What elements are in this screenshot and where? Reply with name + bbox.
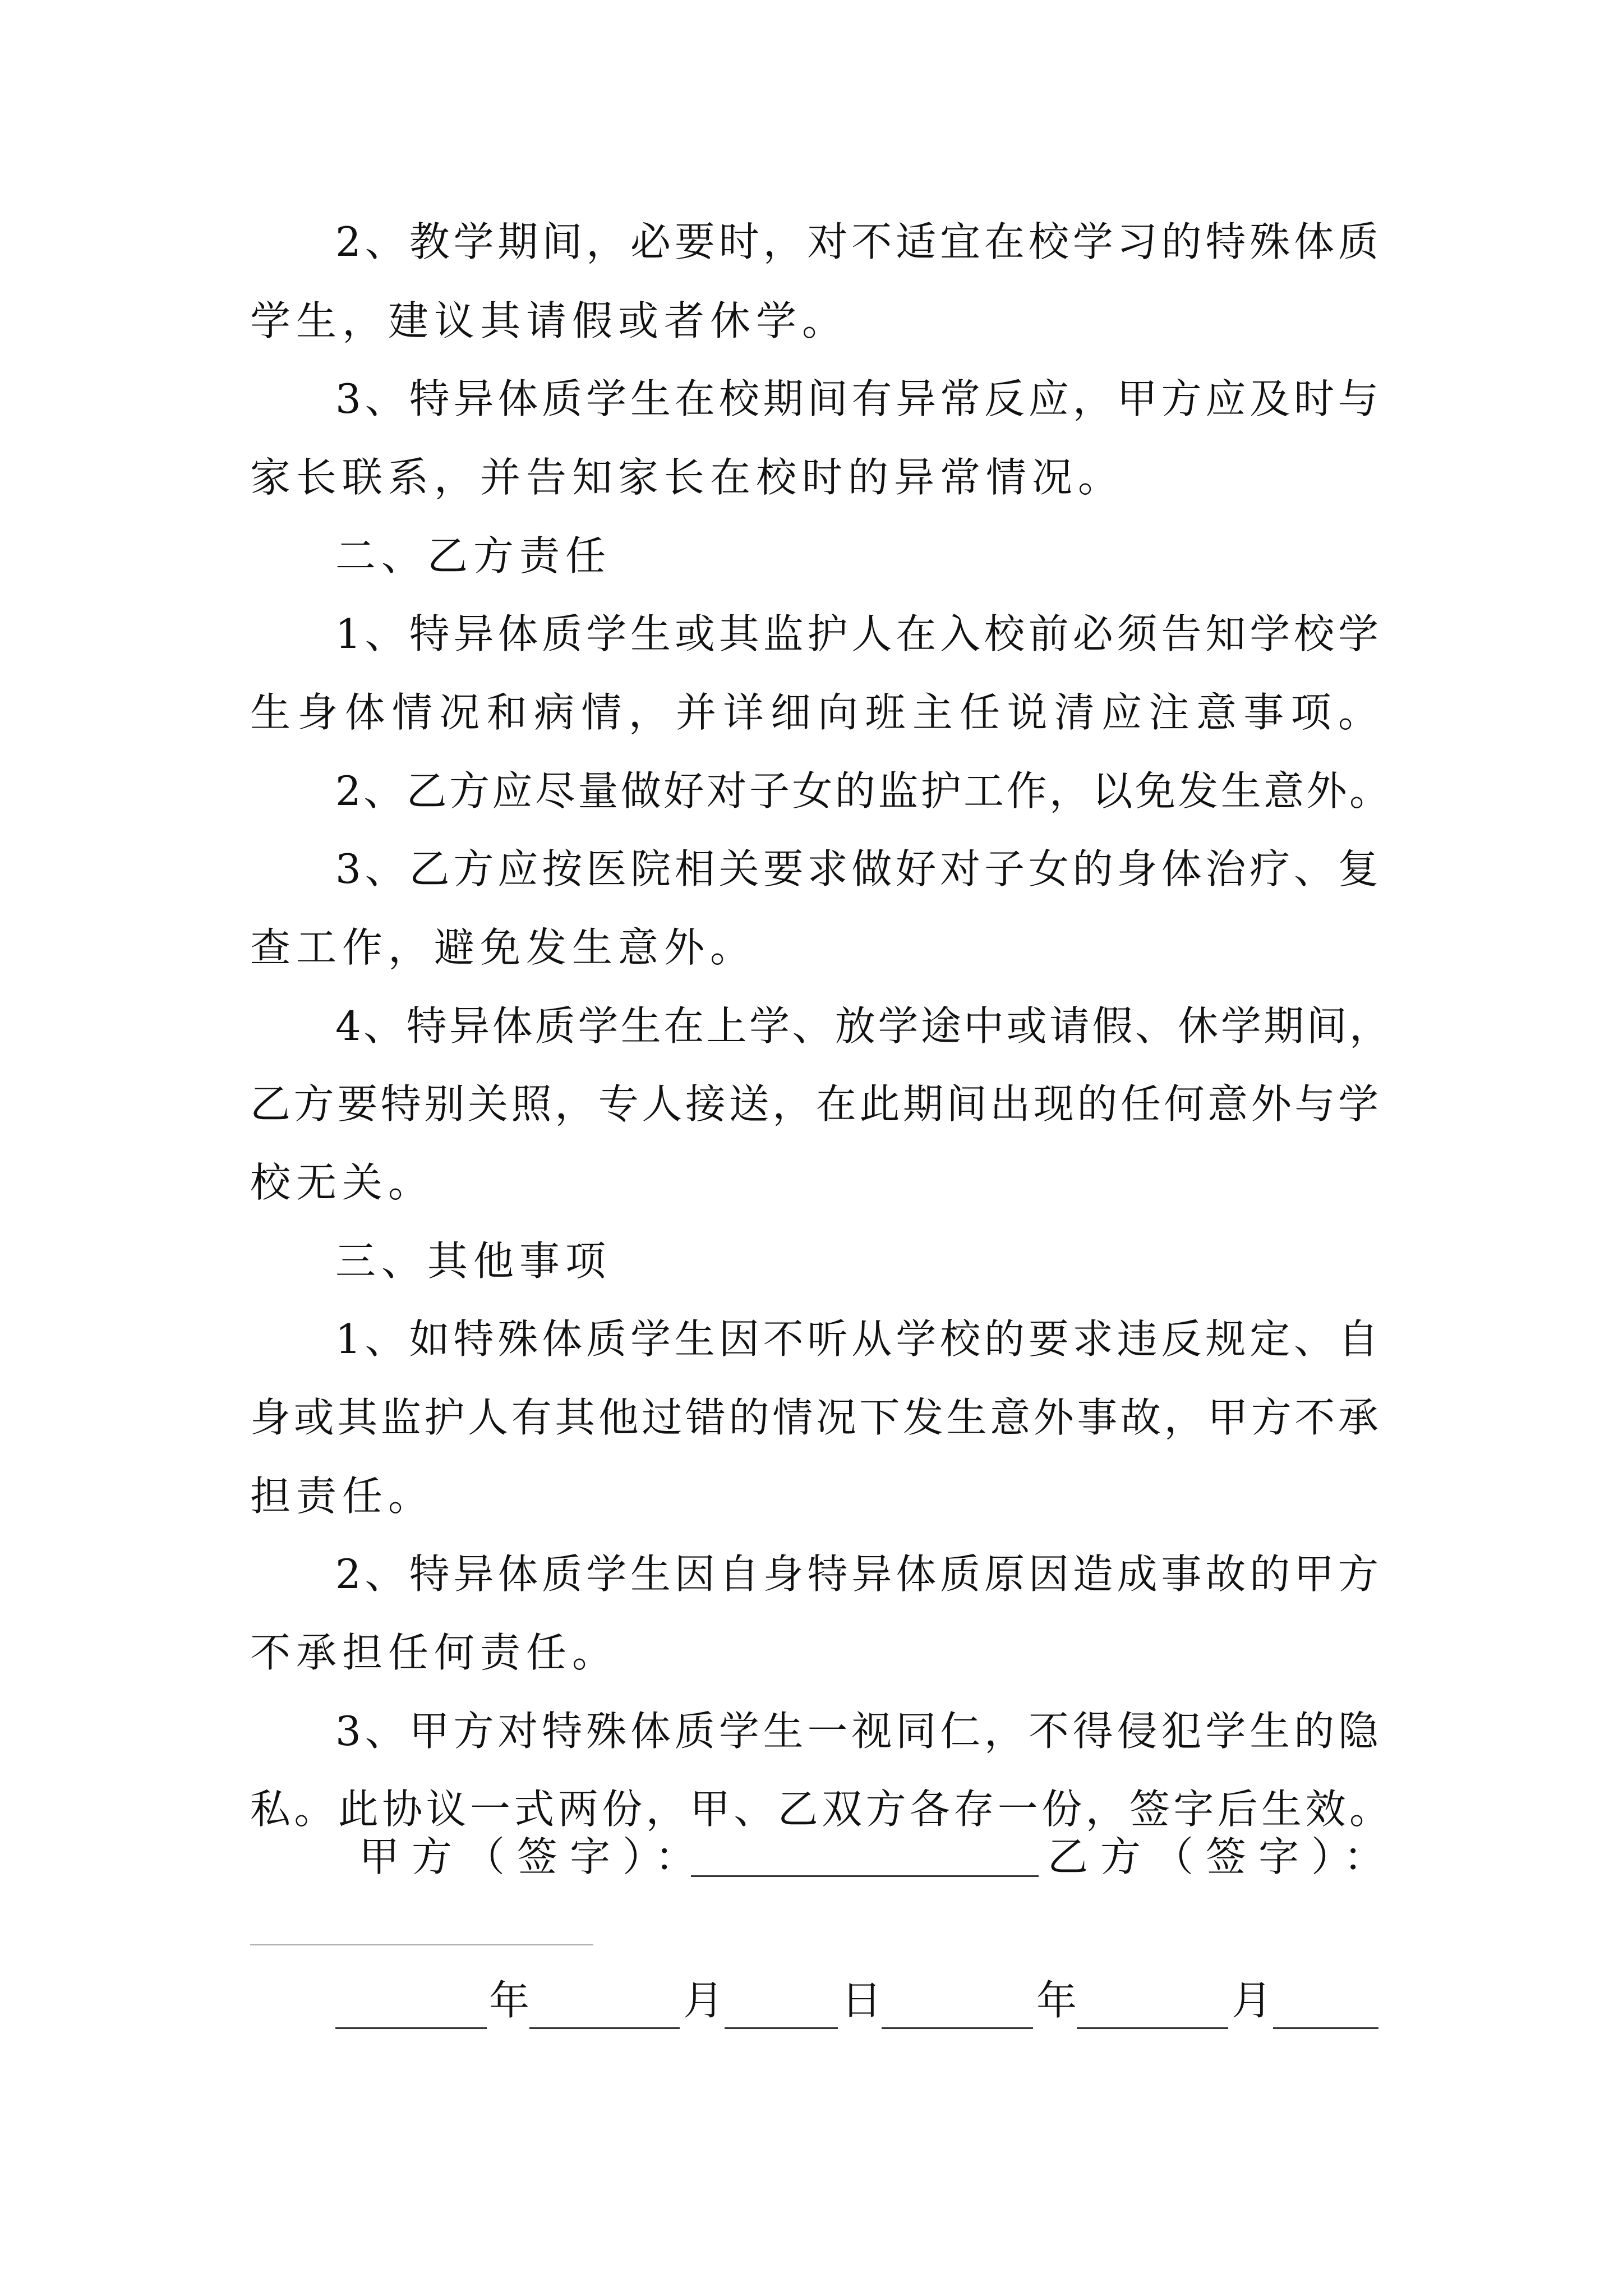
paragraph-text: 查工作，避免发生意外。 bbox=[250, 924, 757, 971]
paragraph-text: 3、甲方对特殊体质学生一视同仁，不得侵犯学生的隐 bbox=[335, 1708, 1378, 1755]
paragraph-line bbox=[0, 200, 1623, 284]
paragraph-text: 生身体情况和病情，并详细向班主任说清应注意事项。 bbox=[250, 689, 1378, 736]
paragraph-line bbox=[0, 1375, 1623, 1460]
party-a-signature-label: 甲方（签字）： bbox=[359, 1833, 708, 1880]
month-label: 月 bbox=[683, 1977, 724, 2024]
paragraph-line bbox=[0, 1454, 1623, 1538]
paragraph-line bbox=[0, 1611, 1623, 1695]
party-b-signature-field[interactable] bbox=[250, 1944, 593, 1945]
paragraph-text: 私。此协议一式两份，甲、乙双方各存一份，签字后生效。 bbox=[250, 1786, 1390, 1833]
paragraph-text: 2、教学期间，必要时，对不适宜在校学习的特殊体质 bbox=[335, 218, 1378, 265]
section-heading bbox=[0, 1219, 1623, 1303]
party-a-signature-field[interactable] bbox=[691, 1875, 1039, 1877]
paragraph-text: 3、特异体质学生在校期间有异常反应，甲方应及时与 bbox=[335, 375, 1378, 422]
paragraph-line bbox=[0, 357, 1623, 441]
month-label: 月 bbox=[1232, 1977, 1272, 2024]
paragraph-text: 3、乙方应按医院相关要求做好对子女的身体治疗、复 bbox=[335, 845, 1378, 892]
paragraph-text: 1、如特殊体质学生因不听从学校的要求违反规定、自 bbox=[335, 1315, 1378, 1363]
paragraph-text: 担责任。 bbox=[250, 1473, 435, 1520]
paragraph-text: 2、特异体质学生因自身特异体质原因造成事故的甲方 bbox=[335, 1550, 1378, 1598]
date-blank[interactable] bbox=[882, 2027, 1033, 2029]
paragraph-line bbox=[0, 435, 1623, 519]
day-label: 日 bbox=[841, 1977, 882, 2024]
year-label: 年 bbox=[1036, 1977, 1077, 2024]
paragraph-line bbox=[0, 749, 1623, 833]
paragraph-line bbox=[0, 592, 1623, 676]
paragraph-text: 身或其监护人有其他过错的情况下发生意外事故，甲方不承 bbox=[250, 1394, 1378, 1441]
paragraph-text: 家长联系，并告知家长在校时的异常情况。 bbox=[250, 454, 1124, 501]
paragraph-text: 不承担任何责任。 bbox=[250, 1629, 619, 1676]
paragraph-line bbox=[0, 1297, 1623, 1381]
section-heading-text: 二、乙方责任 bbox=[335, 532, 612, 579]
paragraph-line bbox=[0, 1689, 1623, 1773]
date-blank[interactable] bbox=[725, 2027, 838, 2029]
date-blank[interactable] bbox=[1077, 2027, 1228, 2029]
paragraph-line bbox=[0, 1140, 1623, 1225]
paragraph-text: 学生，建议其请假或者休学。 bbox=[250, 297, 849, 344]
paragraph-line bbox=[0, 984, 1623, 1068]
paragraph-line bbox=[0, 827, 1623, 911]
paragraph-text: 乙方要特别关照，专人接送，在此期间出现的任何意外与学 bbox=[250, 1080, 1378, 1128]
paragraph-line bbox=[0, 1532, 1623, 1616]
date-blank[interactable] bbox=[335, 2027, 487, 2029]
paragraph-text: 4、特异体质学生在上学、放学途中或请假、休学期间， bbox=[335, 1002, 1390, 1050]
paragraph-line bbox=[0, 670, 1623, 754]
section-heading-text: 三、其他事项 bbox=[335, 1237, 612, 1285]
section-heading bbox=[0, 514, 1623, 598]
party-b-signature-label: 乙方（签字）： bbox=[1048, 1833, 1397, 1880]
paragraph-line bbox=[0, 279, 1623, 363]
paragraph-text: 2、乙方应尽量做好对子女的监护工作，以免发生意外。 bbox=[335, 767, 1390, 815]
paragraph-text: 1、特异体质学生或其监护人在入校前必须告知学校学 bbox=[335, 610, 1378, 657]
date-blank[interactable] bbox=[529, 2027, 680, 2029]
paragraph-line bbox=[0, 1062, 1623, 1146]
paragraph-line bbox=[0, 905, 1623, 990]
year-label: 年 bbox=[489, 1977, 530, 2024]
date-blank[interactable] bbox=[1273, 2027, 1378, 2029]
paragraph-text: 校无关。 bbox=[250, 1159, 435, 1206]
